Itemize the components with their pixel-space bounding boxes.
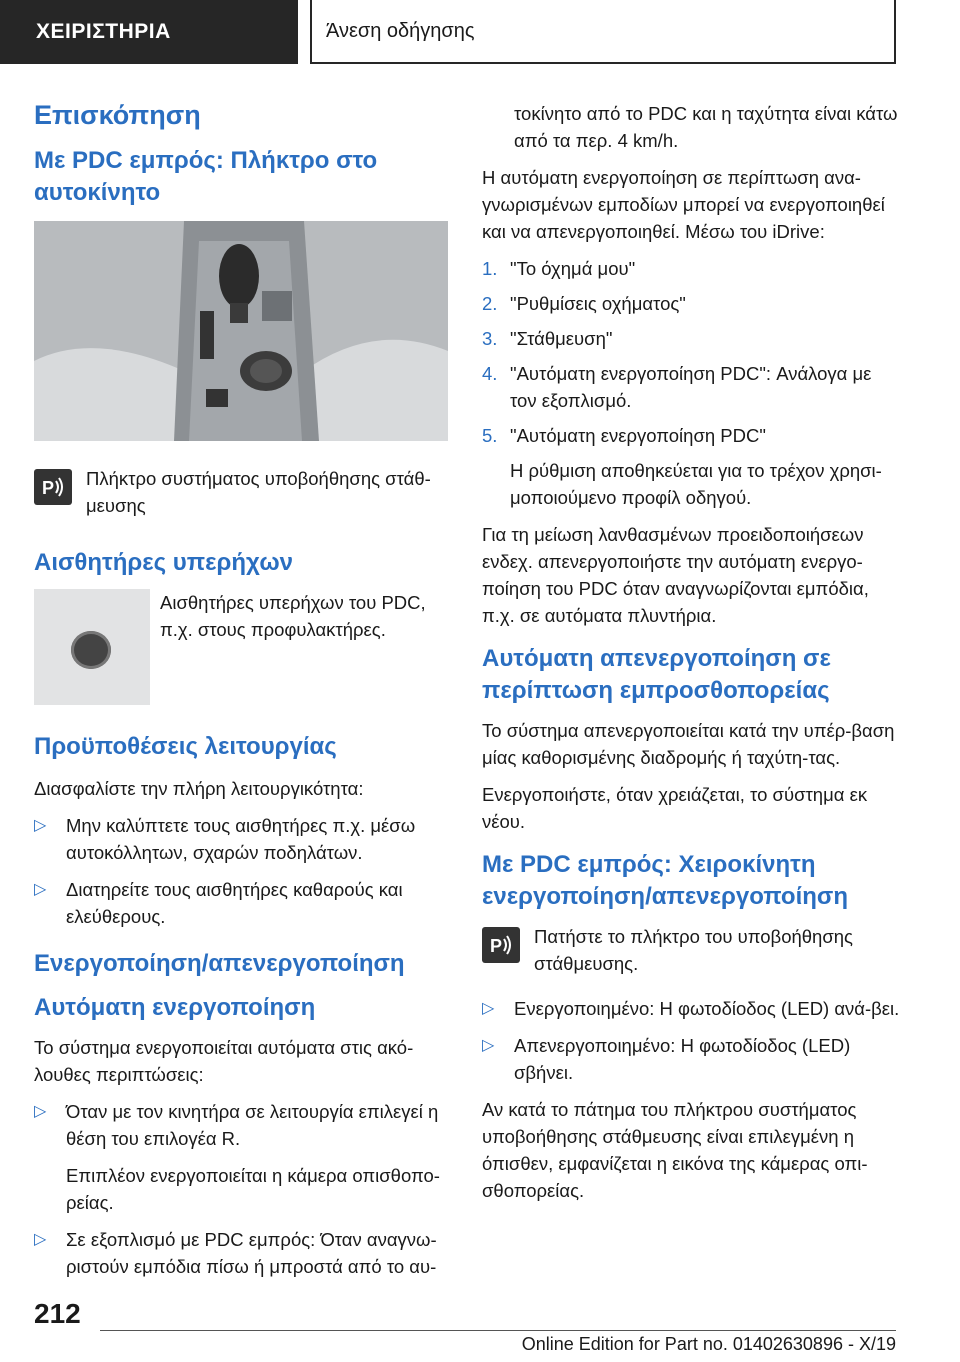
- list-item: ▷ Όταν με τον κινητήρα σε λειτουργία επιλεγεί η θέση του επιλογέα R.: [34, 1098, 448, 1152]
- svg-text:P: P: [42, 478, 55, 498]
- heading-overview: Επισκόπηση: [34, 100, 201, 130]
- center-console-photo: [34, 221, 448, 441]
- final-text: Αν κατά το πάτημα του πλήκτρου συστήματος υποβοήθησης στάθμευσης είναι επιλεγμένη η όπισθεν, εμφανίζεται η εικόνα της κάμερας οπι-σθοπορείας.: [482, 1099, 868, 1201]
- section-title: ΧΕΙΡΙΣΤΗΡΙΑ: [0, 0, 298, 64]
- right-column: [482, 100, 902, 1214]
- triangle-bullet-icon: ▷: [34, 1231, 47, 1248]
- list-item: 1. "Το όχημά μου": [482, 258, 636, 279]
- auto-intro: Το σύστημα ενεργοποιείται αυτόματα στις ακό-λουθες περιπτώσεις:: [34, 1037, 414, 1085]
- list-item: 5. "Αυτόματη ενεργοποίηση PDC": [482, 425, 766, 446]
- manual-list: [482, 995, 902, 1086]
- heading-auto-activation: Αυτόματη ενεργοποίηση: [34, 994, 316, 1021]
- requirements-intro: Διασφαλίστε την πλήρη λειτουργικότητα:: [34, 778, 364, 799]
- footer-edition: Online Edition for Part no. 01402630896 - X/19: [521, 1334, 896, 1354]
- left-column: [34, 92, 448, 1290]
- center-console-illustration: [34, 221, 448, 441]
- auto-list: [34, 1098, 448, 1152]
- heading-activation: Ενεργοποίηση/απενεργοποίηση: [34, 950, 405, 977]
- auto-deactivation-text: Το σύστημα απενεργοποιείται κατά την υπέρ-βαση μίας καθορισμένης διαδρομής ή ταχύτη-τας.: [482, 720, 895, 768]
- heading-sensors: Αισθητήρες υπερήχων: [34, 549, 293, 576]
- list-item: ▷ Σε εξοπλισμό με PDC εμπρός: Όταν αναγνω-ριστούν εμπόδια πίσω ή μπροστά από το αυ-: [34, 1226, 448, 1280]
- auto-item1-note: Επιπλέον ενεργοποιείται η κάμερα οπισθοπο-ρείας.: [66, 1165, 440, 1213]
- heading-pdc-button: Με PDC εμπρός: Πλήκτρο στο αυτοκίνητο: [34, 147, 378, 206]
- triangle-bullet-icon: ▷: [34, 881, 47, 898]
- reactivate-text: Ενεργοποιήστε, όταν χρειάζεται, το σύστημα εκ νέου.: [482, 784, 868, 832]
- list-item: ▷ Μην καλύπτετε τους αισθητήρες π.χ. μέσω αυτοκόλλητων, σχαρών ποδηλάτων.: [34, 812, 448, 866]
- reduce-warnings-text: Για τη μείωση λανθασμένων προειδοποιήσεων ενδεχ. απενεργοποιήστε την αυτόματη ενεργο-ποίηση του PDC όταν αναγνωρίζονται εμπόδια, π.χ. σε αυτόματα πλυντήρια.: [482, 524, 869, 626]
- footer-divider: [100, 1330, 896, 1331]
- button-caption: Πλήκτρο συστήματος υποβοήθησης στάθ-μευσης: [86, 468, 431, 516]
- sensor-icon: [71, 631, 111, 669]
- sensors-row: [34, 589, 448, 705]
- button-caption-row: [34, 465, 448, 519]
- parking-assist-icon: [482, 927, 520, 963]
- triangle-bullet-icon: ▷: [34, 817, 47, 834]
- list-item: ▷ Ενεργοποιημένο: Η φωτοδίοδος (LED) ανά-βει.: [482, 995, 902, 1022]
- triangle-bullet-icon: ▷: [34, 1103, 47, 1120]
- list-item: 4. "Αυτόματη ενεργοποίηση PDC": Ανάλογα με τον εξοπλισμό.: [482, 363, 872, 411]
- heading-auto-deactivation: Αυτόματη απενεργοποίηση σε περίπτωση εμπροσθοπορείας: [482, 645, 831, 704]
- heading-requirements: Προϋποθέσεις λειτουργίας: [34, 733, 337, 760]
- list-item: 3. "Στάθμευση": [482, 328, 613, 349]
- list-item: ▷ Απενεργοποιημένο: Η φωτοδίοδος (LED) σβήνει.: [482, 1032, 902, 1086]
- manual-caption-row: [482, 923, 902, 977]
- ultrasonic-sensor-image: [34, 589, 150, 705]
- continued-text: τοκίνητο από το PDC και η ταχύτητα είναι κάτω από τα περ. 4 km/h.: [514, 103, 898, 151]
- requirements-list: [34, 812, 448, 930]
- svg-text:P: P: [490, 936, 503, 956]
- auto-list-2: [34, 1226, 448, 1280]
- triangle-bullet-icon: ▷: [482, 1037, 495, 1054]
- heading-manual: Με PDC εμπρός: Χειροκίνητη ενεργοποίηση/απενεργοποίηση: [482, 851, 848, 910]
- page-number: 212: [34, 1298, 81, 1329]
- sensors-caption: Αισθητήρες υπερήχων του PDC, π.χ. στους προφυλακτήρες.: [160, 592, 426, 640]
- chapter-title: Άνεση οδήγησης: [310, 0, 896, 64]
- triangle-bullet-icon: ▷: [482, 1000, 495, 1017]
- manual-caption: Πατήστε το πλήκτρο του υποβοήθησης στάθμευσης.: [534, 926, 853, 974]
- parking-assist-icon: [34, 469, 72, 505]
- step5-note: Η ρύθμιση αποθηκεύεται για το τρέχον χρησι-μοποιούμενο προφίλ οδηγού.: [510, 460, 882, 508]
- list-item: 2. "Ρυθμίσεις οχήματος": [482, 293, 686, 314]
- idrive-steps: [482, 255, 902, 449]
- list-item: ▷ Διατηρείτε τους αισθητήρες καθαρούς και ελεύθερους.: [34, 876, 448, 930]
- page-header: [0, 0, 960, 66]
- auto-recognized-text: Η αυτόματη ενεργοποίηση σε περίπτωση ανα-γνωρισμένων εμποδίων μπορεί να ενεργοποιηθεί και να απενεργοποιηθεί. Μέσω του iDrive:: [482, 167, 885, 242]
